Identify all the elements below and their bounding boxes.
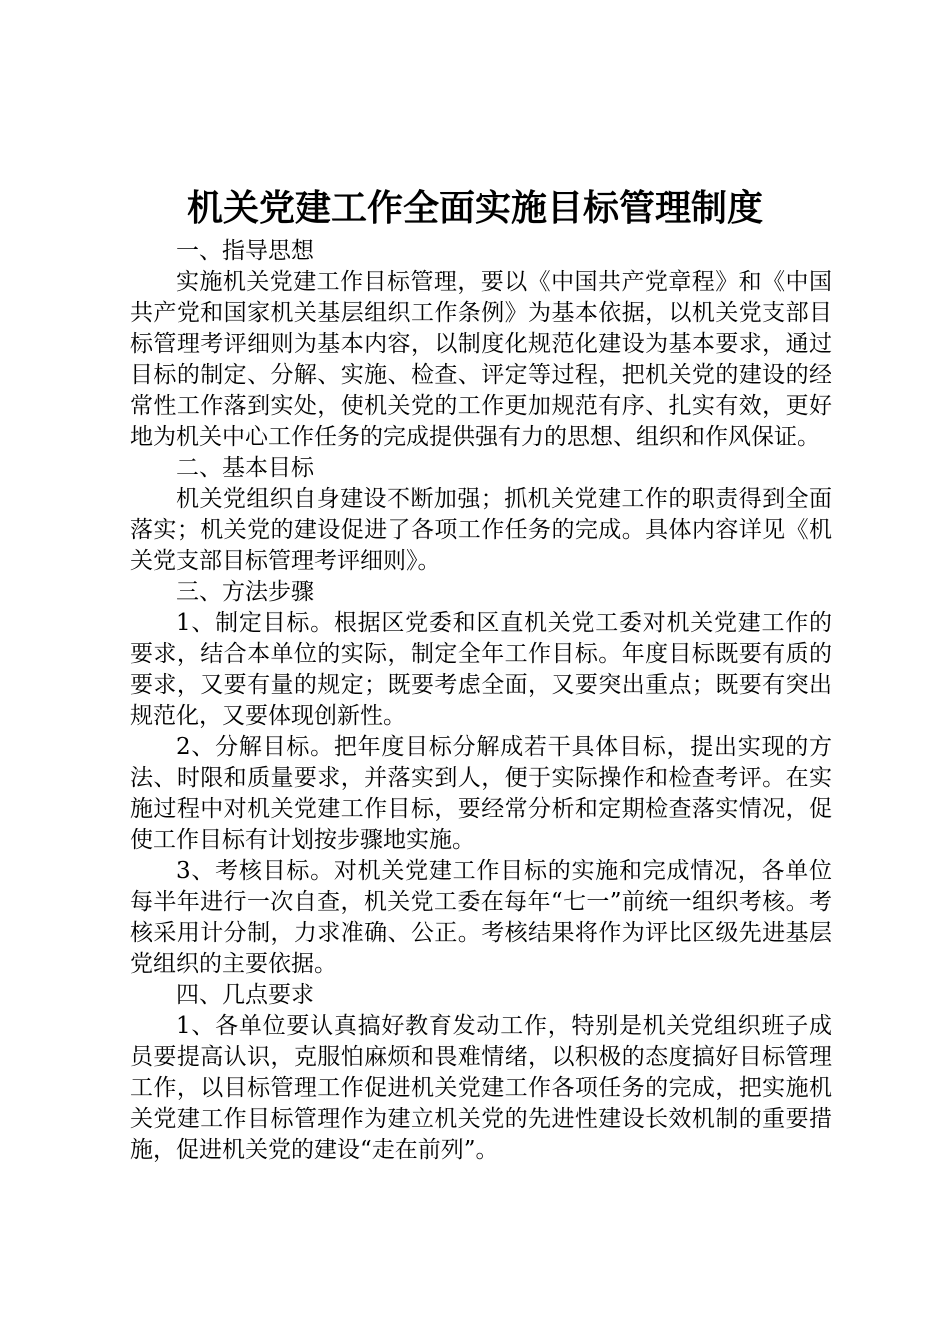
document-body [130, 236, 832, 1166]
section-heading: 三、方法步骤 [176, 579, 314, 605]
paragraph: 3、考核目标。对机关党建工作目标的实施和完成情况，各单位每半年进行一次自查，机关党工委在每年“七一”前统一组织考核。考核采用计分制，力求准确、公正。考核结果将作为评比区级先进基层党组织的主要依据。 [130, 858, 832, 977]
paragraph: 实施机关党建工作目标管理，要以《中国共产党章程》和《中国共产党和国家机关基层组织工作条例》为基本依据，以机关党支部目标管理考评细则为基本内容，以制度化规范化建设为基本要求，通过目标的制定、分解、实施、检查、评定等过程，把机关党的建设的经常性工作落到实处，使机关党的工作更加规范有序、扎实有效，更好地为机关中心工作任务的完成提供强有力的思想、组织和作风保证。 [130, 269, 832, 450]
paragraph: 1、制定目标。根据区党委和区直机关党工委对机关党建工作的要求，结合本单位的实际，制定全年工作目标。年度目标既要有质的要求，又要有量的规定；既要考虑全面，又要突出重点；既要有突出规范化，又要体现创新性。 [130, 610, 832, 729]
paragraph: 机关党组织自身建设不断加强；抓机关党建工作的职责得到全面落实；机关党的建设促进了各项工作任务的完成。具体内容详见《机关党支部目标管理考评细则》。 [130, 486, 832, 574]
paragraph: 2、分解目标。把年度目标分解成若干具体目标，提出实现的方法、时限和质量要求，并落实到人，便于实际操作和检查考评。在实施过程中对机关党建工作目标，要经常分析和定期检查落实情况，促使工作目标有计划按步骤地实施。 [130, 734, 832, 853]
section-heading: 四、几点要求 [176, 982, 314, 1008]
paragraph: 1、各单位要认真搞好教育发动工作，特别是机关党组织班子成员要提高认识，克服怕麻烦和畏难情绪，以积极的态度搞好目标管理工作，以目标管理工作促进机关党建工作各项任务的完成，把实施机关党建工作目标管理作为建立机关党的先进性建设长效机制的重要措施，促进机关党的建设“走在前列”。 [130, 1013, 832, 1163]
document-title: 机关党建工作全面实施目标管理制度 [186, 187, 763, 229]
section-heading: 一、指导思想 [176, 238, 314, 264]
section-heading: 二、基本目标 [176, 455, 314, 481]
